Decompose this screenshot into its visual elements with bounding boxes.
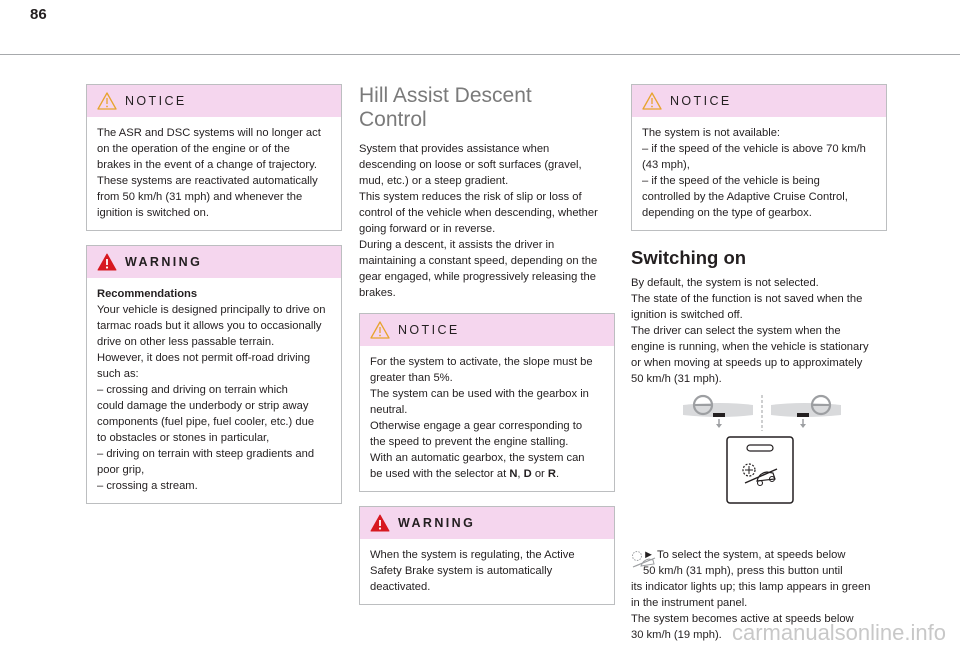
top-rule bbox=[0, 54, 960, 55]
text-line: This system reduces the risk of slip or loss of bbox=[359, 191, 582, 203]
gear-r: R bbox=[547, 468, 556, 480]
text-line: tarmac roads but it allows you to occasionally bbox=[97, 320, 322, 332]
text-line: 30 km/h (19 mph). bbox=[631, 629, 722, 641]
text-line: The state of the function is not saved when the bbox=[631, 293, 863, 305]
warning-box bbox=[86, 245, 342, 504]
text-line: – if the speed of the vehicle is being bbox=[642, 175, 820, 187]
text-fragment: be used with the selector at bbox=[370, 468, 510, 480]
text-line: engine is running, when the vehicle is stationary bbox=[631, 341, 869, 353]
text-line: descending on loose or soft surfaces (gravel, bbox=[359, 159, 582, 171]
warning-heading: Recommendations bbox=[97, 288, 198, 300]
notice-body bbox=[360, 346, 614, 491]
notice-header bbox=[632, 85, 886, 117]
text-line: For the system to activate, the slope must be bbox=[370, 356, 593, 368]
notice-triangle-icon bbox=[97, 92, 117, 110]
watermark-text: carmanualsonline.info bbox=[731, 620, 946, 645]
warning-body bbox=[360, 539, 614, 604]
text-line: from 50 km/h (31 mph) and whenever the bbox=[97, 191, 303, 203]
gear-n: N bbox=[509, 468, 518, 480]
text-line: greater than 5%. bbox=[370, 372, 453, 384]
text-line: could damage the underbody or strip away bbox=[97, 400, 309, 412]
text-fragment: . bbox=[555, 468, 560, 480]
text-line: ignition is switched on. bbox=[97, 207, 209, 219]
text-line: controlled by the Adaptive Cruise Control, bbox=[642, 191, 848, 203]
warning-triangle-icon bbox=[370, 514, 390, 532]
text-line: – crossing and driving on terrain which bbox=[97, 384, 288, 396]
text-line: However, it does not permit off-road driving bbox=[97, 352, 311, 364]
notice-box bbox=[359, 313, 615, 492]
notice-box bbox=[631, 84, 887, 231]
gear-d: D bbox=[523, 468, 532, 480]
text-line: ► To select the system, at speeds below bbox=[643, 549, 846, 561]
text-line: in the instrument panel. bbox=[631, 597, 748, 609]
text-line: brakes in the event of a change of trajectory. bbox=[97, 159, 317, 171]
warning-box bbox=[359, 506, 615, 605]
title-line: Hill Assist Descent bbox=[359, 84, 532, 107]
text-line: brakes. bbox=[359, 287, 396, 299]
text-line: When the system is regulating, the Active bbox=[370, 549, 575, 561]
text-line: 50 km/h (31 mph). bbox=[631, 373, 722, 385]
text-line: ignition is switched off. bbox=[631, 309, 743, 321]
section-title bbox=[359, 84, 619, 132]
text-line: its indicator lights up; this lamp appears in green bbox=[631, 581, 871, 593]
notice-triangle-icon bbox=[642, 92, 662, 110]
middle-column bbox=[359, 84, 619, 605]
dashboard-illustration bbox=[631, 391, 891, 547]
notice-box bbox=[86, 84, 342, 231]
right-dashboard bbox=[771, 396, 841, 428]
text-line bbox=[370, 466, 604, 482]
text-fragment: or bbox=[531, 468, 548, 480]
notice-triangle-icon bbox=[370, 321, 390, 339]
text-line: 50 km/h (31 mph), press this button until bbox=[643, 565, 843, 577]
text-line: mud, etc.) or a steep gradient. bbox=[359, 175, 509, 187]
text-line: components (fuel pipe, fuel cooler, etc.) due bbox=[97, 416, 315, 428]
left-dashboard bbox=[683, 396, 753, 428]
warning-body bbox=[87, 278, 341, 503]
text-line: poor grip, bbox=[97, 464, 145, 476]
warning-title: WARNING bbox=[398, 516, 476, 530]
left-column bbox=[86, 84, 342, 504]
text-line: to obstacles or stones in particular, bbox=[97, 432, 270, 444]
text-line: The system can be used with the gearbox in bbox=[370, 388, 589, 400]
intro-text bbox=[359, 141, 619, 301]
text-line: Otherwise engage a gear corresponding to bbox=[370, 420, 583, 432]
right-column bbox=[631, 84, 891, 643]
text-fragment: , bbox=[517, 468, 524, 480]
notice-title: NOTICE bbox=[125, 94, 187, 108]
text-line: The ASR and DSC systems will no longer act bbox=[97, 127, 321, 139]
switching-on-heading: Switching on bbox=[631, 247, 747, 268]
text-line: (43 mph), bbox=[642, 159, 690, 171]
notice-header bbox=[87, 85, 341, 117]
notice-body bbox=[632, 117, 886, 230]
text-line: going forward or in reverse. bbox=[359, 223, 496, 235]
text-line: control of the vehicle when descending, whether bbox=[359, 207, 598, 219]
text-line: depending on the type of gearbox. bbox=[642, 207, 812, 219]
hdc-button-closeup bbox=[727, 437, 793, 503]
text-line: The system is not available: bbox=[642, 127, 781, 139]
text-line: maintaining a constant speed, depending on the bbox=[359, 255, 598, 267]
notice-header bbox=[360, 314, 614, 346]
text-line: The driver can select the system when the bbox=[631, 325, 841, 337]
warning-triangle-icon bbox=[97, 253, 117, 271]
text-line: Safety Brake system is automatically bbox=[370, 565, 553, 577]
text-line: deactivated. bbox=[370, 581, 431, 593]
text-line: the speed to prevent the engine stalling. bbox=[370, 436, 569, 448]
text-line: System that provides assistance when bbox=[359, 143, 550, 155]
notice-body bbox=[87, 117, 341, 230]
text-line: With an automatic gearbox, the system can bbox=[370, 452, 585, 464]
text-line: Your vehicle is designed principally to drive on bbox=[97, 304, 326, 316]
text-line: such as: bbox=[97, 368, 139, 380]
hill-descent-illustration bbox=[631, 391, 891, 547]
notice-title: NOTICE bbox=[670, 94, 732, 108]
text-line: gear engaged, while progressively releasing the bbox=[359, 271, 596, 283]
text-line: – if the speed of the vehicle is above 70 km/h bbox=[642, 143, 866, 155]
text-line: or when moving at speeds up to approximately bbox=[631, 357, 863, 369]
notice-title: NOTICE bbox=[398, 323, 460, 337]
text-line: The system becomes active at speeds below bbox=[631, 613, 854, 625]
text-line: These systems are reactivated automatically bbox=[97, 175, 318, 187]
title-line: Control bbox=[359, 108, 427, 131]
text-line: – crossing a stream. bbox=[97, 480, 198, 492]
text-line: By default, the system is not selected. bbox=[631, 277, 819, 289]
text-line: – driving on terrain with steep gradients and bbox=[97, 448, 315, 460]
warning-header bbox=[87, 246, 341, 278]
page-number: 86 bbox=[30, 6, 47, 23]
text-line: drive on other less passable terrain. bbox=[97, 336, 275, 348]
text-line: neutral. bbox=[370, 404, 408, 416]
text-line: on the operation of the engine or of the bbox=[97, 143, 290, 155]
text-line: During a descent, it assists the driver in bbox=[359, 239, 555, 251]
switching-text bbox=[631, 275, 891, 387]
warning-header bbox=[360, 507, 614, 539]
hill-descent-icon bbox=[631, 549, 657, 571]
warning-title: WARNING bbox=[125, 255, 203, 269]
